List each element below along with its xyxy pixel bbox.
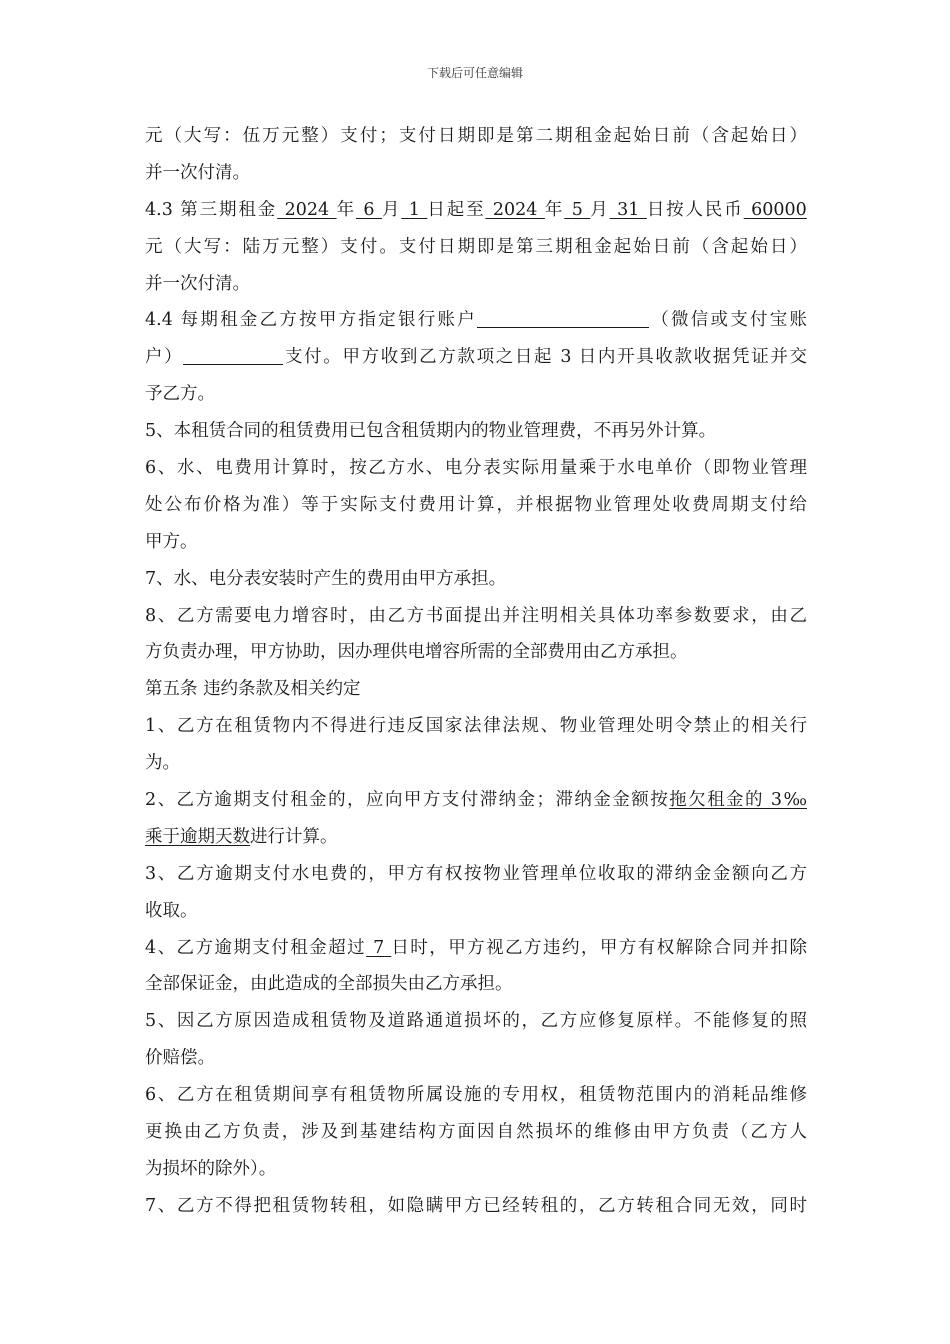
- wechat-alipay-account-blank[interactable]: [183, 346, 283, 365]
- paragraph-line: 7、乙方不得把租赁物转租，如隐瞒甲方已经转租的，乙方转租合同无效，同时: [145, 1195, 807, 1216]
- filled-day: 31: [617, 199, 640, 220]
- text-segment: 日按人民币: [646, 199, 744, 220]
- text-segment: 4.3 第三期租金: [145, 199, 278, 220]
- paragraph-line: 6、乙方在租赁期间享有租赁物所属设施的专用权，租赁物范围内的消耗品维修: [145, 1085, 807, 1106]
- text-segment: 月: [590, 199, 610, 220]
- paragraph-line: 并一次付清。: [145, 162, 250, 183]
- filled-day: 1: [408, 199, 420, 220]
- page-header: 下载后可任意编辑: [426, 66, 523, 80]
- late-fee-rate: 拖欠租金的 3‰: [669, 790, 807, 811]
- rent-period-3-line: [145, 192, 807, 229]
- section-heading: 第五条 违约条款及相关约定: [145, 679, 361, 700]
- paragraph-line: 予乙方。: [145, 384, 215, 405]
- paragraph-line: 处公布价格为准）等于实际支付费用计算，并根据物业管理处收费周期支付给: [145, 494, 807, 515]
- paragraph-line: 为损坏的除外）。: [145, 1158, 277, 1179]
- payment-account-line: [145, 339, 807, 376]
- paragraph-line: 为。: [145, 753, 180, 774]
- text-segment: 年: [544, 199, 565, 220]
- filled-year: 2024: [492, 199, 538, 220]
- filled-month: 5: [571, 199, 583, 220]
- paragraph-line: 5、本租赁合同的租赁费用已包含租赁期内的物业管理费，不再另外计算。: [145, 421, 717, 442]
- late-fee-line: [145, 782, 807, 819]
- bank-account-line: [145, 302, 807, 339]
- paragraph-line: 全部保证金，由此造成的全部损失由乙方承担。: [145, 974, 513, 995]
- text-segment: 日起至: [427, 199, 486, 220]
- paragraph-line: 甲方。: [145, 531, 198, 552]
- paragraph-line: 并一次付清。: [145, 273, 250, 294]
- text-segment: 进行计算。: [250, 826, 338, 847]
- paragraph-line: 8、乙方需要电力增容时，由乙方书面提出并注明相关具体功率参数要求，由乙: [145, 605, 807, 626]
- paragraph-line: 价赔偿。: [145, 1048, 215, 1069]
- paragraph-line: 元（大写：伍万元整）支付；支付日期即是第二期租金起始日前（含起始日）: [145, 126, 807, 146]
- text-segment: 年: [336, 199, 356, 220]
- text-segment: （微信或支付宝账: [648, 310, 807, 331]
- text-segment: 4、乙方逾期支付租金超过: [145, 937, 367, 958]
- filled-month: 6: [363, 199, 375, 220]
- overdue-days-line: [145, 930, 807, 967]
- bank-account-blank[interactable]: [477, 309, 649, 328]
- filled-year: 2024: [284, 199, 330, 220]
- paragraph-line: 元（大写：陆万元整）支付。支付日期即是第三期租金起始日前（含起始日）: [145, 236, 807, 257]
- text-segment: 日时，甲方视乙方违约，甲方有权解除合同并扣除: [391, 937, 807, 958]
- paragraph-line: 1、乙方在租赁物内不得进行违反国家法律法规、物业管理处明令禁止的相关行: [145, 716, 807, 737]
- text-segment: 月: [381, 199, 402, 220]
- text-segment: 支付。甲方收到乙方款项之日起 3 日内开具收款收据凭证并交: [283, 347, 807, 368]
- filled-amount: 60000: [751, 199, 807, 220]
- text-segment: 户）: [145, 347, 184, 368]
- paragraph-line: 5、因乙方原因造成租赁物及道路通道损坏的，乙方应修复原样。不能修复的照: [145, 1011, 807, 1032]
- paragraph-line: 收取。: [145, 900, 198, 921]
- paragraph-line: 更换由乙方负责，涉及到基建结构方面因自然损坏的维修由甲方负责（乙方人: [145, 1122, 807, 1143]
- late-fee-basis: 乘于逾期天数: [145, 826, 250, 847]
- paragraph-line: 3、乙方逾期支付水电费的，甲方有权按物业管理单位收取的滞纳金金额向乙方: [145, 863, 807, 884]
- text-segment: 4.4 每期租金乙方按甲方指定银行账户: [145, 310, 477, 331]
- overdue-days-value: 7: [373, 937, 385, 958]
- late-fee-line-continued: [145, 819, 807, 856]
- text-segment: 2、乙方逾期支付租金的，应向甲方支付滞纳金；滞纳金金额按: [145, 790, 670, 811]
- paragraph-line: 6、水、电费用计算时，按乙方水、电分表实际用量乘于水电单价（即物业管理: [145, 458, 807, 479]
- paragraph-line: 7、水、电分表安装时产生的费用由甲方承担。: [145, 568, 507, 589]
- document-body: [145, 118, 807, 1225]
- paragraph-line: 方负责办理，甲方协助，因办理供电增容所需的全部费用由乙方承担。: [145, 642, 688, 663]
